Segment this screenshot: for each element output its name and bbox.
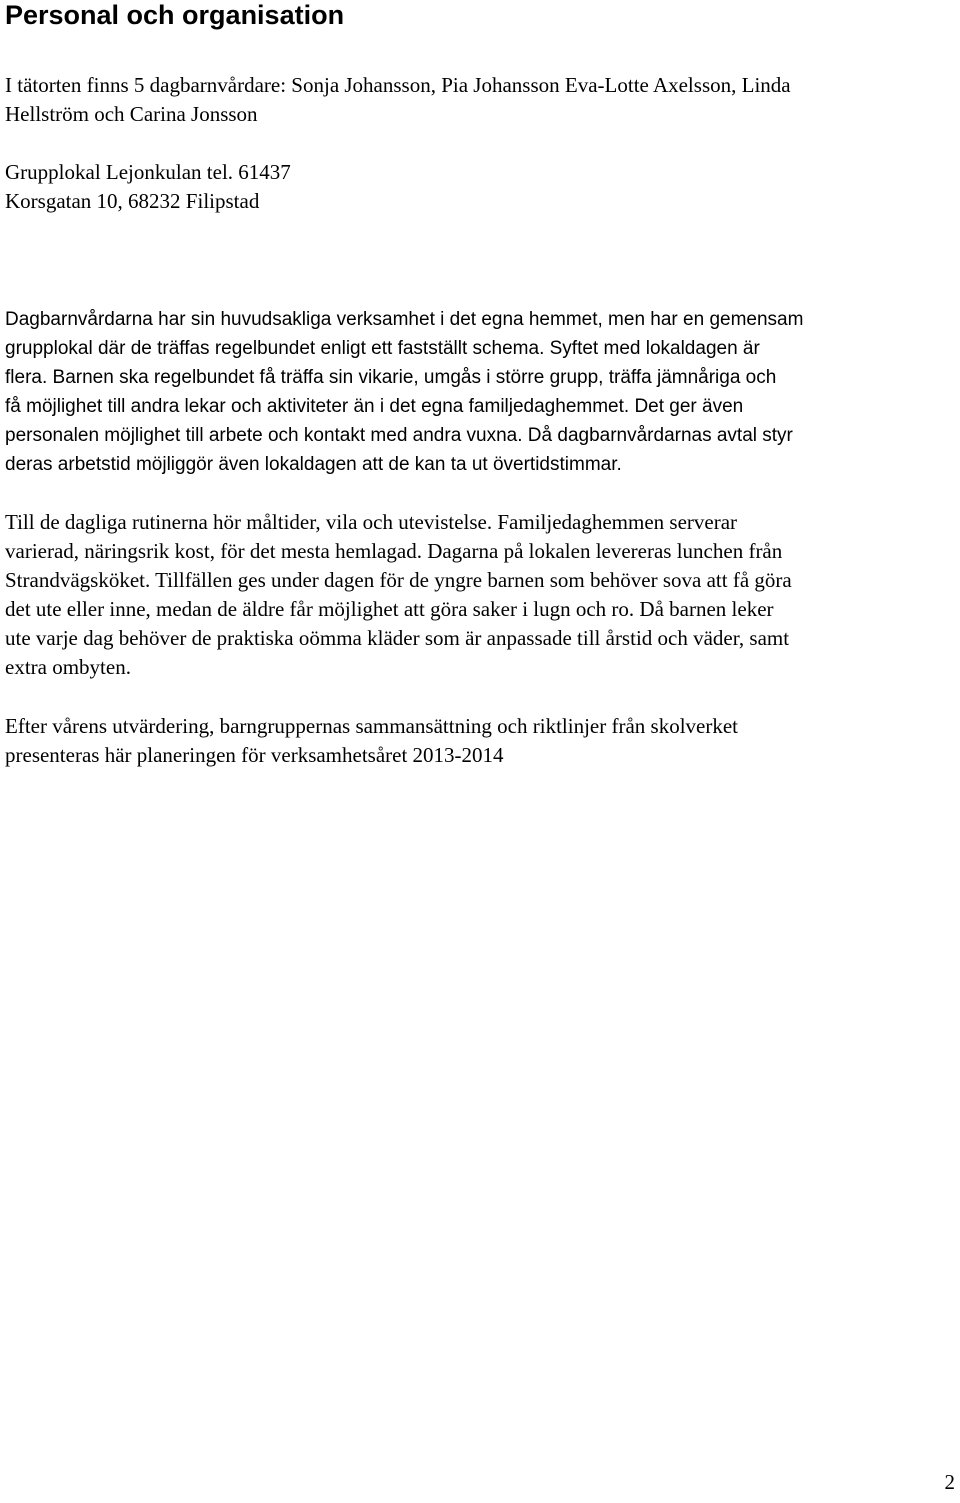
staff-line-2: Hellström och Carina Jonsson xyxy=(5,102,258,126)
intro-line-6: deras arbetstid möjliggör även lokaldagen att de kan ta ut övertidstimmar. xyxy=(5,454,622,475)
section-heading: Personal och organisation xyxy=(5,0,345,30)
routines-line-1-start: Till de dagliga rutinerna hör måltider, vila och utevistelse. xyxy=(5,510,493,534)
routines-line-3: Strandvägsköket. Tillfällen ges under dagen för de yngre barnen som behöver sova att få göra xyxy=(5,568,792,592)
routines-line-1 xyxy=(5,508,792,537)
intro-line-3: flera. Barnen ska regelbundet få träffa sin vikarie, umgås i större grupp, träffa jämnåriga och xyxy=(5,367,777,388)
routines-line-4: det ute eller inne, medan de äldre får möjlighet att göra saker i lugn och ro. Då barnen leker xyxy=(5,597,774,621)
planning-line-2: presenteras här planeringen för verksamhetsåret 2013-2014 xyxy=(5,743,504,767)
intro-paragraph xyxy=(5,305,803,479)
intro-line-1: Dagbarnvårdarna har sin huvudsakliga verksamhet i det egna hemmet, men har en gemensam xyxy=(5,309,804,330)
routines-line-1-end: Familjedaghemmen serverar xyxy=(492,510,738,534)
routines-line-5: ute varje dag behöver de praktiska oömma kläder som är anpassade till årstid och väder, samt xyxy=(5,626,790,650)
contact-line-1: Grupplokal Lejonkulan tel. 61437 xyxy=(5,160,291,184)
contact-line-2: Korsgatan 10, 68232 Filipstad xyxy=(5,189,260,213)
planning-paragraph xyxy=(5,712,738,770)
intro-line-4: få möjlighet till andra lekar och aktiviteter än i det egna familjedaghemmet. Det ger även xyxy=(5,396,744,417)
routines-line-2: varierad, näringsrik kost, för det mesta hemlagad. Dagarna på lokalen levereras lunchen från xyxy=(5,539,783,563)
intro-line-5: personalen möjlighet till arbete och kontakt med andra vuxna. Då dagbarnvårdarnas avtal styr xyxy=(5,425,793,446)
staff-line-1: I tätorten finns 5 dagbarnvårdare: Sonja Johansson, Pia Johansson Eva-Lotte Axelsson, Linda xyxy=(5,73,791,97)
routines-paragraph xyxy=(5,508,792,682)
page-number: 2 xyxy=(944,1470,955,1494)
contact-paragraph xyxy=(5,158,291,216)
intro-line-2: grupplokal där de träffas regelbundet enligt ett fastställt schema. Syftet med lokaldagen är xyxy=(5,338,760,359)
planning-line-1: Efter vårens utvärdering, barngruppernas sammansättning och riktlinjer från skolverket xyxy=(5,714,739,738)
routines-line-6: extra ombyten. xyxy=(5,655,131,679)
staff-paragraph xyxy=(5,71,791,129)
